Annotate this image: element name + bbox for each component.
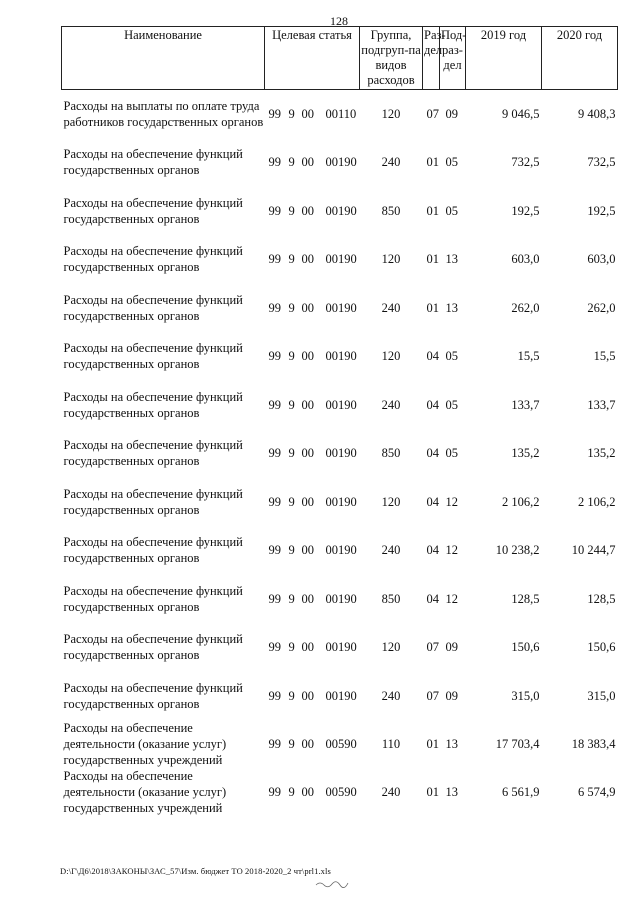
table-row [62,90,618,139]
target-article-part: 00 [301,446,314,461]
row-value-2019: 6 561,9 [502,785,540,799]
target-article-part: 00190 [325,446,357,461]
row-value-2019: 315,0 [511,688,540,703]
row-value-2019: 262,0 [511,300,540,315]
target-article-part: 00190 [325,203,357,218]
target-article-part: 00590 [325,785,357,799]
target-article-part: 99 [268,688,281,703]
row-expense-group: 120 [381,640,401,655]
row-value-2020: 128,5 [587,591,616,606]
row-name: Расходы на обеспечение функций государственных органов [63,341,243,372]
row-name: Расходы на обеспечение деятельности (оказание услуг) государственных учреждений [63,721,227,767]
row-podrazdel: 09 [445,107,458,121]
row-name: Расходы на обеспечение функций государственных органов [63,438,243,469]
row-value-2020: 192,5 [587,203,616,218]
target-article-part: 99 [268,446,281,461]
target-article-part: 00 [301,397,314,412]
row-podrazdel: 09 [445,688,458,703]
target-article-part: 9 [288,155,295,170]
row-name: Расходы на обеспечение функций государственных органов [63,292,243,323]
row-expense-group: 850 [381,591,401,606]
row-name: Расходы на обеспечение функций государственных органов [63,244,243,275]
row-expense-group: 240 [381,688,401,703]
row-name: Расходы на выплаты по оплате труда работников государственных органов [63,99,264,129]
target-article-part: 00190 [325,397,357,412]
target-article-part: 9 [288,543,295,558]
row-podrazdel: 09 [445,640,458,655]
row-target-article [265,187,360,236]
handwritten-mark [315,878,353,888]
target-article-part: 99 [268,203,281,218]
row-target-article [265,284,360,333]
row-value-2019: 9 046,5 [502,107,540,121]
target-article-part: 00190 [325,640,357,655]
target-article-part: 00190 [325,688,357,703]
budget-table [61,26,618,816]
target-article-part: 99 [268,494,281,509]
row-value-2020: 10 244,7 [571,543,616,558]
row-target-article [265,623,360,672]
target-article-part: 9 [288,494,295,509]
row-target-article [265,332,360,381]
table-row [62,284,618,333]
row-name: Расходы на обеспечение функций государственных органов [63,680,243,711]
target-article-part: 99 [268,300,281,315]
row-value-2019: 150,6 [511,640,540,655]
row-razdel: 04 [426,349,439,364]
row-value-2020: 18 383,4 [571,737,616,751]
header-razdel: Раз-дел [423,27,440,90]
row-razdel: 07 [426,640,439,655]
table-row [62,575,618,624]
target-article-part: 00 [301,300,314,315]
target-article-part: 00 [301,785,314,799]
table-row [62,381,618,430]
row-target-article [265,672,360,721]
file-path-footer: D:\Г\Д6\2018\ЗАКОНЫ\ЗАС_57\Изм. бюджет ТО 2018-2020_2 чт\prl1.xls [60,866,331,876]
target-article-part: 00 [301,494,314,509]
target-article-part: 99 [268,543,281,558]
row-podrazdel: 12 [445,543,458,558]
target-article-part: 99 [268,349,281,364]
target-article-part: 00190 [325,591,357,606]
row-name: Расходы на обеспечение функций государственных органов [63,195,243,226]
row-value-2020: 732,5 [587,155,616,170]
row-podrazdel: 05 [445,446,458,461]
header-year-2020: 2020 год [542,27,618,90]
row-podrazdel: 13 [445,252,458,267]
row-value-2020: 135,2 [587,446,616,461]
row-razdel: 07 [426,688,439,703]
row-razdel: 07 [426,107,439,121]
row-razdel: 01 [426,155,439,170]
row-razdel: 01 [426,737,439,751]
row-name: Расходы на обеспечение функций государственных органов [63,583,243,614]
row-target-article [265,768,360,816]
row-target-article [265,381,360,430]
row-podrazdel: 13 [445,737,458,751]
target-article-part: 9 [288,203,295,218]
row-value-2020: 133,7 [587,397,616,412]
row-expense-group: 120 [381,252,401,267]
target-article-part: 99 [268,737,281,751]
target-article-part: 9 [288,737,295,751]
row-target-article [265,575,360,624]
row-target-article [265,478,360,527]
target-article-part: 99 [268,107,281,121]
row-expense-group: 120 [381,349,401,364]
row-value-2019: 10 238,2 [495,543,540,558]
row-value-2019: 15,5 [517,349,540,364]
row-value-2019: 133,7 [511,397,540,412]
row-value-2019: 128,5 [511,591,540,606]
row-expense-group: 240 [381,397,401,412]
target-article-part: 00 [301,640,314,655]
target-article-part: 99 [268,785,281,799]
target-article-part: 00 [301,591,314,606]
row-value-2019: 192,5 [511,203,540,218]
target-article-part: 99 [268,252,281,267]
row-razdel: 01 [426,785,439,799]
row-razdel: 01 [426,252,439,267]
row-value-2020: 2 106,2 [578,494,616,509]
target-article-part: 00 [301,107,314,121]
page-number: 128 [330,14,348,28]
table-row [62,768,618,816]
target-article-part: 99 [268,397,281,412]
header-year-2019: 2019 год [466,27,542,90]
row-podrazdel: 05 [445,349,458,364]
target-article-part: 00 [301,543,314,558]
row-expense-group: 240 [381,155,401,170]
row-razdel: 04 [426,494,439,509]
target-article-part: 00 [301,737,314,751]
row-value-2020: 6 574,9 [578,785,616,799]
row-name: Расходы на обеспечение функций государственных органов [63,632,243,663]
row-razdel: 01 [426,203,439,218]
row-expense-group: 120 [381,107,401,121]
target-article-part: 00 [301,252,314,267]
target-article-part: 9 [288,640,295,655]
table-row [62,187,618,236]
table-row [62,478,618,527]
table-row [62,720,618,768]
table-row [62,623,618,672]
row-podrazdel: 13 [445,300,458,315]
target-article-part: 9 [288,349,295,364]
target-article-part: 9 [288,446,295,461]
target-article-part: 00190 [325,349,357,364]
target-article-part: 00190 [325,155,357,170]
row-target-article [265,235,360,284]
target-article-part: 9 [288,252,295,267]
row-razdel: 04 [426,397,439,412]
row-value-2019: 2 106,2 [502,494,540,509]
row-expense-group: 850 [381,203,401,218]
target-article-part: 99 [268,155,281,170]
row-podrazdel: 05 [445,155,458,170]
table-row [62,235,618,284]
table-row [62,138,618,187]
target-article-part: 00190 [325,543,357,558]
row-razdel: 04 [426,446,439,461]
row-name: Расходы на обеспечение функций государственных органов [63,486,243,517]
row-razdel: 04 [426,543,439,558]
target-article-part: 00590 [325,737,357,751]
row-expense-group: 850 [381,446,401,461]
row-name: Расходы на обеспечение деятельности (оказание услуг) государственных учреждений [63,769,227,815]
row-podrazdel: 05 [445,397,458,412]
row-value-2020: 262,0 [587,300,616,315]
row-value-2019: 17 703,4 [495,737,540,751]
target-article-part: 00190 [325,494,357,509]
row-value-2020: 9 408,3 [578,107,616,121]
target-article-part: 00110 [325,107,357,121]
row-target-article [265,720,360,768]
row-value-2020: 315,0 [587,688,616,703]
header-podrazdel: Под-раз-дел [440,27,466,90]
row-target-article [265,138,360,187]
table-row [62,672,618,721]
row-value-2019: 603,0 [511,252,540,267]
table-row [62,429,618,478]
target-article-part: 00 [301,688,314,703]
row-name: Расходы на обеспечение функций государственных органов [63,147,243,178]
target-article-part: 9 [288,300,295,315]
target-article-part: 00 [301,155,314,170]
row-value-2020: 15,5 [593,349,616,364]
row-name: Расходы на обеспечение функций государственных органов [63,389,243,420]
row-razdel: 04 [426,591,439,606]
header-name: Наименование [62,27,265,90]
target-article-part: 00190 [325,252,357,267]
target-article-part: 00 [301,349,314,364]
table-body [62,90,618,817]
row-value-2020: 150,6 [587,640,616,655]
row-target-article [265,526,360,575]
target-article-part: 9 [288,107,295,121]
target-article-part: 00190 [325,300,357,315]
target-article-part: 9 [288,397,295,412]
row-value-2020: 603,0 [587,252,616,267]
row-expense-group: 240 [381,300,401,315]
row-podrazdel: 13 [445,785,458,799]
row-razdel: 01 [426,300,439,315]
row-target-article [265,90,360,139]
row-expense-group: 110 [381,737,401,751]
row-podrazdel: 12 [445,494,458,509]
row-podrazdel: 12 [445,591,458,606]
target-article-part: 99 [268,591,281,606]
target-article-part: 9 [288,591,295,606]
row-name: Расходы на обеспечение функций государственных органов [63,535,243,566]
table-row [62,332,618,381]
row-target-article [265,429,360,478]
row-expense-group: 120 [381,494,401,509]
header-expense-group: Группа, подгруп-па видов расходов [360,27,423,90]
row-value-2019: 732,5 [511,155,540,170]
target-article-part: 9 [288,688,295,703]
table-header [62,27,618,90]
row-expense-group: 240 [381,543,401,558]
target-article-part: 00 [301,203,314,218]
row-podrazdel: 05 [445,203,458,218]
row-value-2019: 135,2 [511,446,540,461]
target-article-part: 99 [268,640,281,655]
table-row [62,526,618,575]
header-target-article: Целевая статья [265,27,360,90]
target-article-part: 9 [288,785,295,799]
row-expense-group: 240 [381,785,401,799]
